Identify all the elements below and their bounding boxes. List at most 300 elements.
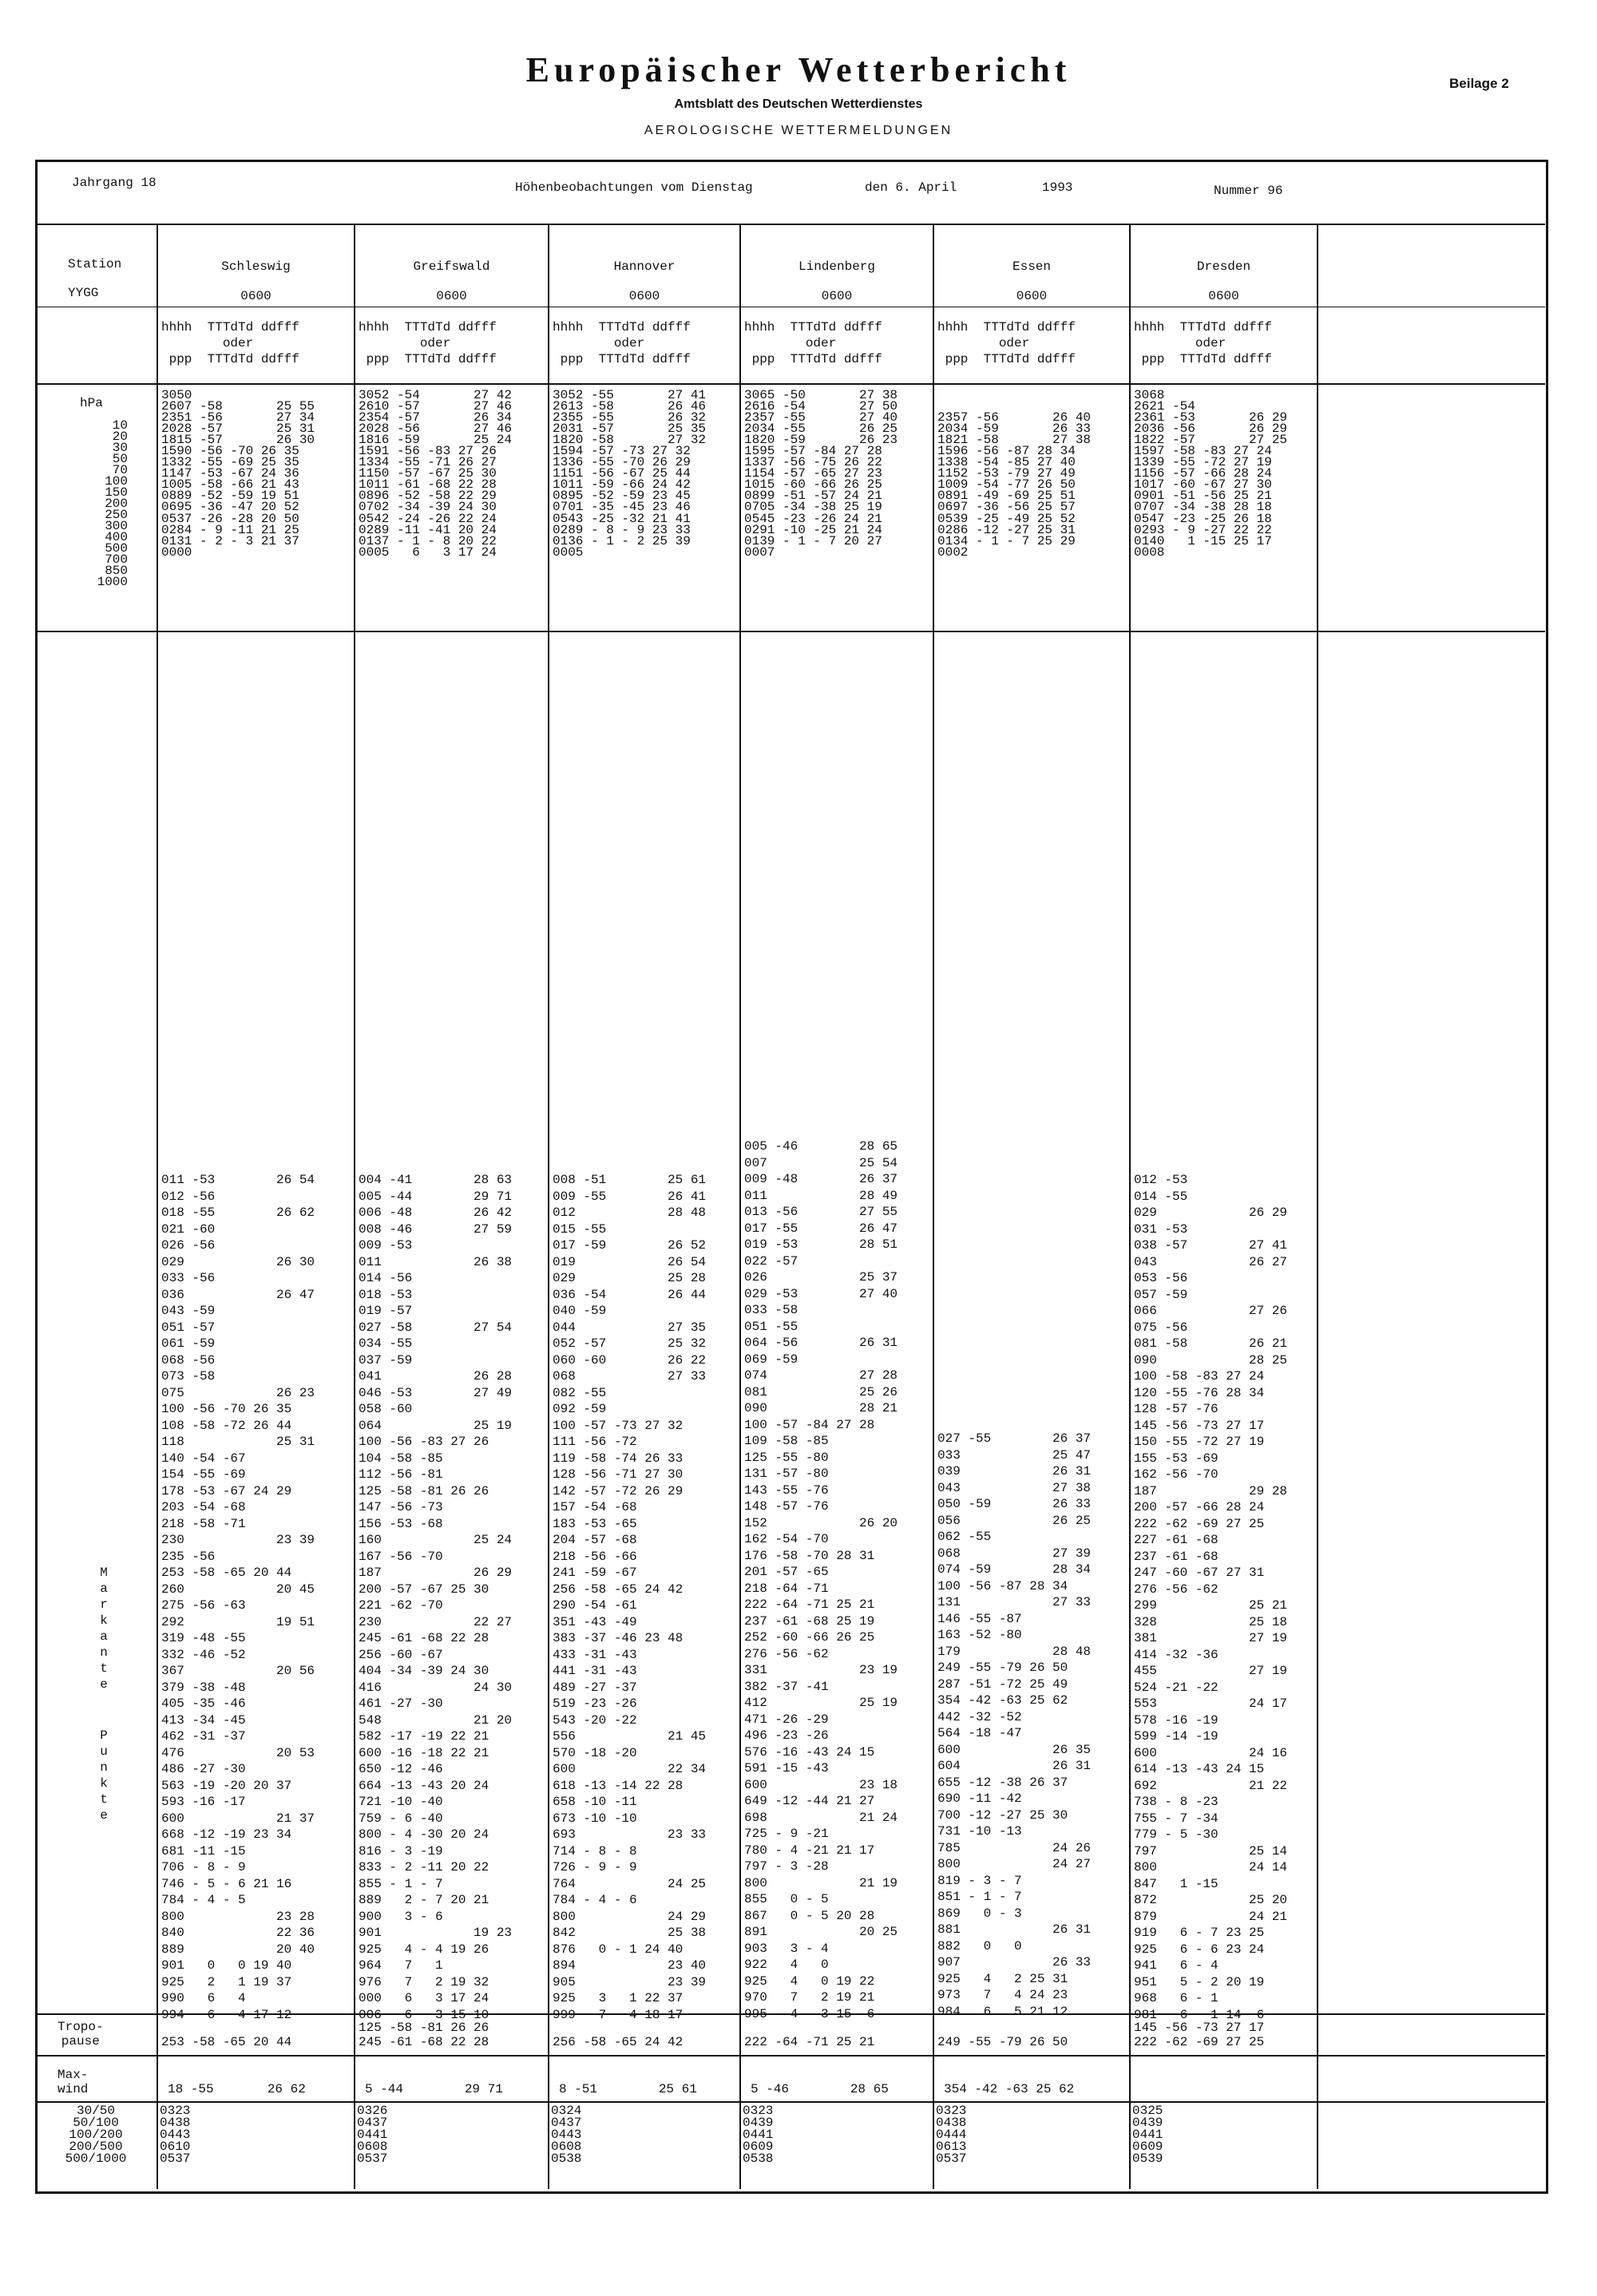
data-row (937, 390, 1091, 401)
data-row: 0613 (936, 2140, 967, 2154)
data-row: 041 26 28 (359, 1369, 513, 1384)
data-row: 108 -58 -72 26 44 (161, 1418, 292, 1433)
data-row: 867 0 - 5 20 28 (744, 1908, 875, 1923)
data-row: 006 6 3 15 10 (359, 2007, 489, 2022)
data-row: 382 -37 -41 (744, 1679, 829, 1694)
data-row: 081 -58 26 21 (1134, 1336, 1288, 1351)
data-row: 017 -59 26 52 (553, 1238, 707, 1253)
data-row: 104 -58 -85 (359, 1451, 443, 1466)
data-row: 0323 (936, 2104, 967, 2118)
data-row: 0443 (160, 2128, 191, 2142)
data-row: 725 - 9 -21 (744, 1827, 829, 1841)
data-row: 120 -55 -76 28 34 (1134, 1385, 1265, 1400)
data-row: 0537 -26 -28 20 50 (161, 511, 299, 526)
data-row: 057 -59 (1134, 1287, 1188, 1302)
data-row: 187 26 29 (359, 1566, 513, 1580)
data-row: 0323 (743, 2104, 774, 2118)
data-row: 2351 -56 27 34 (161, 410, 315, 426)
column-header (937, 319, 1076, 367)
data-row: 0537 (357, 2152, 388, 2166)
pressure-level: 250 (105, 508, 128, 522)
pressure-level: 200 (105, 497, 128, 511)
data-row: 0293 - 9 -27 22 22 (1134, 522, 1272, 537)
data-row: 784 - 4 - 6 (553, 1893, 637, 1907)
data-row: 668 -12 -19 23 34 (161, 1827, 292, 1842)
data-row: 404 -34 -39 24 30 (359, 1664, 489, 1678)
data-row: 999 7 4 18 17 (553, 2007, 684, 2022)
data-row: 925 6 - 6 23 24 (1134, 1942, 1265, 1957)
data-row: 981 6 1 14 6 (1134, 2007, 1265, 2022)
wind-shear-values (743, 2105, 773, 2165)
column-header-line: ppp TTTdTd ddfff (744, 352, 882, 366)
data-row: 0542 -24 -26 22 24 (359, 511, 497, 526)
data-row: 2616 -54 27 50 (744, 399, 898, 414)
data-row: 984 6 5 21 12 (937, 2004, 1068, 2019)
data-row: 553 24 17 (1134, 1696, 1288, 1711)
data-row: 026 25 37 (744, 1270, 898, 1285)
station-name: Hannover (613, 259, 676, 274)
data-row: 011 26 38 (359, 1254, 513, 1269)
data-row: 160 25 24 (359, 1533, 513, 1547)
data-row: 018 -53 (359, 1287, 413, 1302)
data-row: 0005 (553, 544, 584, 560)
data-row: 2621 -54 (1134, 399, 1195, 414)
col-divider (739, 225, 741, 2189)
data-row: 0705 -34 -38 25 19 (744, 500, 882, 515)
station-name: Lindenberg (798, 259, 875, 274)
column-header (161, 319, 299, 367)
data-row: 319 -48 -55 (161, 1631, 246, 1645)
label-line: Max- (57, 2068, 89, 2082)
data-row: 100 -57 -73 27 32 (553, 1418, 684, 1433)
data-row: 1590 -56 -70 26 35 (161, 444, 299, 459)
data-row: 779 - 5 -30 (1134, 1827, 1219, 1842)
data-row: 090 28 25 (1134, 1352, 1288, 1368)
data-row: 021 -60 (161, 1221, 216, 1237)
data-row: 012 28 48 (553, 1205, 707, 1220)
data-row: 905 23 39 (553, 1974, 707, 1989)
tropopause-values (937, 2021, 1068, 2049)
column-header-line: oder (1134, 336, 1226, 350)
data-row: 840 22 36 (161, 1926, 315, 1940)
data-row: 222 -62 -69 27 25 (1134, 2035, 1265, 2049)
data-row: 800 24 27 (937, 1857, 1092, 1871)
data-row: 237 -61 -68 25 19 (744, 1613, 875, 1629)
standard-levels (937, 378, 1091, 558)
label-line: pause (61, 2034, 100, 2049)
tropopause-values (1134, 2021, 1264, 2049)
data-row: 759 - 6 -40 (359, 1811, 443, 1826)
data-row: 128 -56 -71 27 30 (553, 1467, 684, 1482)
data-row: 2031 -57 25 35 (553, 422, 707, 437)
data-row: 664 -13 -43 20 24 (359, 1778, 489, 1793)
data-row: 256 -58 -65 24 42 (553, 2035, 684, 2049)
data-row: 1338 -54 -85 27 40 (937, 455, 1076, 470)
data-row: 178 -53 -67 24 29 (161, 1483, 292, 1498)
data-row: 851 - 1 - 7 (937, 1890, 1022, 1904)
data-row: 412 25 19 (744, 1696, 898, 1710)
data-row: 819 - 3 - 7 (937, 1873, 1022, 1888)
data-row: 951 5 - 2 20 19 (1134, 1974, 1265, 1989)
data-row: 000 6 3 17 24 (359, 1991, 489, 2005)
data-row: 1591 -56 -83 27 26 (359, 444, 497, 459)
data-row: 0286 -12 -27 25 31 (937, 522, 1076, 537)
data-row: 145 -56 -73 27 17 (1134, 1418, 1265, 1433)
data-row: 925 4 0 19 22 (744, 1973, 875, 1989)
data-row: 0007 (744, 544, 775, 560)
yygg-label: YYGG (68, 286, 99, 300)
data-row: 064 25 19 (359, 1418, 513, 1433)
data-row: 543 -20 -22 (553, 1712, 637, 1728)
data-row: 726 - 9 - 9 (553, 1860, 637, 1874)
data-row: 033 25 47 (937, 1447, 1092, 1463)
data-row: 0891 -49 -69 25 51 (937, 489, 1076, 504)
data-row: 462 -31 -37 (161, 1729, 246, 1744)
data-row: 416 24 30 (359, 1680, 513, 1695)
column-header-line: ppp TTTdTd ddfff (161, 352, 299, 366)
data-row: 075 26 23 (161, 1385, 315, 1400)
data-row: 901 19 23 (359, 1926, 513, 1940)
data-row: 011 -53 26 54 (161, 1173, 315, 1187)
data-row: 0325 (1132, 2104, 1163, 2118)
data-row: 433 -31 -43 (553, 1647, 637, 1662)
column-header-line: oder (359, 336, 451, 350)
data-row: 658 -10 -11 (553, 1795, 637, 1809)
data-row: 576 -16 -43 24 15 (744, 1744, 875, 1760)
data-row: 0702 -34 -39 24 30 (359, 500, 497, 515)
data-row: 869 0 - 3 (937, 1906, 1022, 1921)
data-row: 524 -21 -22 (1134, 1680, 1219, 1695)
data-row: 879 24 21 (1134, 1909, 1288, 1924)
data-row: 038 -57 27 41 (1134, 1238, 1288, 1253)
tropopause-values (161, 2021, 291, 2049)
data-row: 600 22 34 (553, 1762, 707, 1776)
data-row: 855 - 1 - 7 (359, 1876, 443, 1891)
data-row: 036 26 47 (161, 1287, 315, 1302)
data-row: 3052 -54 27 42 (359, 388, 513, 402)
data-row: 118 25 31 (161, 1435, 315, 1449)
data-row: 970 7 2 19 21 (744, 1990, 875, 2005)
data-row: 154 -55 -69 (161, 1467, 246, 1482)
data-row: 1820 -58 27 32 (553, 433, 707, 448)
standard-levels (161, 390, 315, 558)
data-row: 413 -34 -45 (161, 1712, 246, 1728)
pressure-level: 150 (105, 485, 128, 500)
data-row: 0137 - 1 - 8 20 22 (359, 533, 497, 548)
data-row: 990 6 4 (161, 1991, 246, 2005)
data-row: 570 -18 -20 (553, 1745, 637, 1760)
data-row: 109 -58 -85 (744, 1434, 829, 1448)
pressure-level: 70 (112, 463, 128, 477)
data-row: 1152 -53 -79 27 49 (937, 466, 1076, 481)
data-row: 881 26 31 (937, 1922, 1092, 1937)
data-row: 600 26 35 (937, 1742, 1092, 1757)
standard-levels (553, 390, 706, 558)
pressure-level: 500 (105, 541, 128, 556)
marker-letter: a (100, 1629, 108, 1644)
column-header-line: ppp TTTdTd ddfff (1134, 352, 1272, 366)
marker-letter: t (100, 1792, 108, 1807)
marker-letter: a (100, 1581, 108, 1596)
data-row: 027 -58 27 54 (359, 1320, 513, 1335)
data-row: 247 -60 -67 27 31 (1134, 1566, 1265, 1580)
data-row: 0438 (936, 2116, 967, 2130)
data-row: 007 25 54 (744, 1155, 898, 1170)
data-row: 0438 (160, 2116, 191, 2130)
data-row: 031 -53 (1134, 1221, 1188, 1237)
data-row: 650 -12 -46 (359, 1762, 443, 1776)
data-row: 600 23 18 (744, 1777, 898, 1792)
data-row: 0284 - 9 -11 21 25 (161, 522, 299, 537)
jahrgang: Jahrgang 18 (72, 176, 157, 190)
data-row: 698 21 24 (744, 1810, 898, 1825)
row-divider (35, 2055, 1545, 2057)
data-row: 800 24 14 (1134, 1860, 1288, 1874)
data-row: 461 -27 -30 (359, 1696, 443, 1711)
data-row: 176 -58 -70 28 31 (744, 1548, 875, 1563)
data-row: 731 -10 -13 (937, 1824, 1022, 1839)
data-row: 0139 - 1 - 7 20 27 (744, 533, 882, 548)
data-row: 012 -53 (1134, 1173, 1188, 1187)
data-row: 1337 -56 -75 26 22 (744, 455, 882, 470)
data-row: 222 -62 -69 27 25 (1134, 1516, 1265, 1531)
data-row: 017 -55 26 47 (744, 1221, 898, 1236)
data-row: 3065 -50 27 38 (744, 388, 898, 402)
data-row: 227 -61 -68 (1134, 1533, 1219, 1547)
maxwind-value: 5 -44 29 71 (365, 2082, 503, 2096)
datum: den 6. April (865, 180, 957, 195)
data-row: 1005 -58 -66 21 43 (161, 477, 299, 493)
data-row: 299 25 21 (1134, 1598, 1288, 1613)
marker-letter: k (100, 1613, 108, 1628)
maxwind-value: 354 -42 -63 25 62 (944, 2082, 1075, 2096)
maxwind-value: 5 -46 28 65 (751, 2082, 889, 2096)
standard-levels (744, 390, 898, 558)
column-header-line: ppp TTTdTd ddfff (359, 352, 497, 366)
data-row: 968 6 - 1 (1134, 1991, 1219, 2005)
tropopause-values (359, 2021, 489, 2049)
data-row: 785 24 26 (937, 1840, 1092, 1855)
data-row: 1150 -57 -67 25 30 (359, 466, 497, 481)
pressure-level: 100 (105, 474, 128, 489)
data-row: 600 24 16 (1134, 1745, 1288, 1760)
data-row: 0437 (357, 2116, 388, 2130)
data-row: 816 - 3 -19 (359, 1843, 443, 1859)
data-row: 2354 -57 26 34 (359, 410, 513, 426)
marker-letter: t (100, 1661, 108, 1676)
data-row: 040 -59 (553, 1304, 607, 1318)
data-row: 245 -61 -68 22 28 (359, 1631, 489, 1645)
data-row: 855 0 - 5 (744, 1892, 829, 1906)
data-row: 203 -54 -68 (161, 1500, 246, 1514)
data-row: 074 27 28 (744, 1368, 898, 1383)
data-row: 721 -10 -40 (359, 1795, 443, 1809)
data-row: 068 -56 (161, 1352, 216, 1368)
data-row: 614 -13 -43 24 15 (1134, 1762, 1265, 1776)
col-divider (1317, 225, 1318, 2189)
data-row: 2357 -55 27 40 (744, 410, 898, 426)
hpa-label: hPa (80, 396, 103, 410)
data-row: 148 -57 -76 (744, 1499, 829, 1514)
data-row: 405 -35 -46 (161, 1696, 246, 1711)
tropopause-values (744, 2021, 874, 2049)
column-header (359, 319, 497, 367)
data-row: 0889 -52 -59 19 51 (161, 489, 299, 504)
data-row: 3050 (161, 388, 192, 402)
punkte-label (96, 1728, 112, 1823)
data-row: 797 25 14 (1134, 1843, 1288, 1859)
data-row: 800 24 29 (553, 1909, 707, 1924)
data-row: 784 - 4 - 5 (161, 1893, 246, 1907)
data-row: 673 -10 -10 (553, 1811, 637, 1826)
data-row: 140 -54 -67 (161, 1451, 246, 1466)
station-time: 0600 (821, 289, 853, 303)
data-row: 027 -55 26 37 (937, 1431, 1092, 1446)
data-row: 0443 (551, 2128, 582, 2142)
page-subtitle: Amtsblatt des Deutschen Wetterdienstes (674, 97, 923, 111)
data-row: 167 -56 -70 (359, 1549, 443, 1564)
data-row: 0000 (161, 544, 192, 560)
data-row: 029 26 30 (161, 1254, 315, 1269)
station-time: 0600 (1208, 289, 1239, 303)
data-row: 383 -37 -46 23 48 (553, 1631, 684, 1645)
wind-shear-values (1132, 2105, 1163, 2165)
data-row: 2361 -53 26 29 (1134, 410, 1288, 426)
data-row: 876 0 - 1 24 40 (553, 1942, 684, 1957)
data-row: 092 -59 (553, 1402, 607, 1416)
station-time: 0600 (628, 289, 660, 303)
data-row: 061 -59 (161, 1336, 216, 1351)
row-divider (35, 2101, 1545, 2103)
data-row: 847 1 -15 (1134, 1876, 1219, 1891)
data-row: 275 -56 -63 (161, 1598, 246, 1613)
data-row: 200 -57 -66 28 24 (1134, 1500, 1265, 1514)
data-row: 797 - 3 -28 (744, 1859, 829, 1874)
significant-levels (744, 1138, 898, 2022)
data-row: 152 26 20 (744, 1515, 898, 1530)
data-row: 051 -57 (161, 1320, 216, 1335)
data-row: 919 6 - 7 23 25 (1134, 1926, 1265, 1940)
data-row: 292 19 51 (161, 1614, 315, 1629)
data-row: 131 -57 -80 (744, 1467, 829, 1481)
marker-letter: e (100, 1808, 108, 1823)
data-row: 1596 -56 -87 28 34 (937, 444, 1076, 459)
column-header-line: hhhh TTTdTd ddfff (937, 320, 1076, 335)
data-row: 331 23 19 (744, 1663, 898, 1677)
data-row: 005 -44 29 71 (359, 1189, 513, 1204)
data-row: 081 25 26 (744, 1384, 898, 1399)
data-row: 1154 -57 -65 27 23 (744, 466, 882, 481)
data-row: 0444 (936, 2128, 967, 2142)
data-row: 276 -56 -62 (744, 1646, 829, 1661)
data-row: 008 -46 27 59 (359, 1221, 513, 1237)
data-row: 150 -55 -72 27 19 (1134, 1435, 1265, 1449)
data-row: 155 -53 -69 (1134, 1451, 1219, 1466)
data-row: 1009 -54 -77 26 50 (937, 477, 1076, 493)
data-row: 471 -26 -29 (744, 1712, 829, 1727)
data-row: 256 -58 -65 24 42 (553, 1581, 684, 1597)
data-row: 0543 -25 -32 21 41 (553, 511, 691, 526)
data-row: 925 2 1 19 37 (161, 1974, 292, 1989)
data-row: 891 20 25 (744, 1925, 898, 1939)
maxwind-value: 8 -51 25 61 (559, 2082, 697, 2096)
data-row: 0441 (743, 2128, 774, 2142)
data-row: 1815 -57 26 30 (161, 433, 315, 448)
data-row: 600 21 37 (161, 1811, 315, 1826)
column-header-line: oder (553, 336, 645, 350)
data-row: 162 -54 -70 (744, 1532, 829, 1546)
wind-shear-values (160, 2105, 190, 2165)
data-row: 006 -48 26 42 (359, 1205, 513, 1220)
data-row: 221 -62 -70 (359, 1598, 443, 1613)
data-row (744, 2021, 874, 2035)
page-title: Europäischer Wetterbericht (525, 50, 1072, 89)
shear-label-item: 30/50 (76, 2104, 115, 2118)
data-row: 925 4 2 25 31 (937, 1971, 1068, 1986)
data-row (937, 378, 1091, 390)
column-header-line: hhhh TTTdTd ddfff (553, 320, 691, 335)
data-row: 183 -53 -65 (553, 1516, 637, 1531)
pressure-level: 1000 (97, 575, 128, 589)
marker-letter: r (100, 1597, 108, 1612)
data-row: 034 -55 (359, 1336, 413, 1351)
data-row: 1822 -57 27 25 (1134, 433, 1288, 448)
beilage-label: Beilage 2 (1449, 76, 1509, 91)
column-header-line: ppp TTTdTd ddfff (553, 352, 691, 366)
data-row: 253 -58 -65 20 44 (161, 2035, 292, 2049)
data-row: 0895 -52 -59 23 45 (553, 489, 691, 504)
data-row: 591 -15 -43 (744, 1761, 829, 1775)
shear-label-item: 50/100 (73, 2116, 119, 2130)
data-row: 2357 -56 26 40 (937, 410, 1092, 426)
data-row: 2607 -58 25 55 (161, 399, 315, 414)
wind-shear-values (551, 2105, 581, 2165)
data-row: 548 21 20 (359, 1712, 513, 1728)
data-row (553, 2021, 683, 2035)
pressure-level: 30 (112, 441, 128, 455)
data-row: 100 -57 -84 27 28 (744, 1417, 875, 1432)
data-row: 367 20 56 (161, 1664, 315, 1678)
data-row: 889 20 40 (161, 1942, 315, 1957)
data-row: 922 4 0 (744, 1958, 829, 1972)
data-row: 0140 1 -15 25 17 (1134, 533, 1272, 548)
data-row: 128 -57 -76 (1134, 1402, 1219, 1416)
column-header-line: hhhh TTTdTd ddfff (744, 320, 882, 335)
data-row: 0005 6 3 17 24 (359, 544, 497, 560)
data-row: 074 -59 28 34 (937, 1562, 1092, 1577)
label-line: wind (57, 2082, 89, 2096)
tropopause-values (553, 2021, 683, 2049)
data-row: 069 -59 (744, 1352, 798, 1367)
data-row: 252 -60 -66 26 25 (744, 1630, 875, 1645)
data-row: 0609 (743, 2140, 774, 2154)
data-row: 941 6 - 4 (1134, 1958, 1219, 1973)
data-row: 0538 (551, 2152, 582, 2166)
data-row: 1151 -56 -67 25 44 (553, 466, 691, 481)
data-row: 163 -52 -80 (937, 1628, 1022, 1642)
marker-letter: M (100, 1566, 108, 1580)
data-row: 0899 -51 -57 24 21 (744, 489, 882, 504)
column-header-line: ppp TTTdTd ddfff (937, 352, 1076, 366)
data-row: 119 -58 -74 26 33 (553, 1451, 684, 1466)
data-row: 1334 -55 -71 26 27 (359, 455, 497, 470)
data-row: 043 27 38 (937, 1480, 1092, 1495)
data-row: 014 -55 (1134, 1189, 1188, 1204)
data-row: 655 -12 -38 26 37 (937, 1775, 1068, 1790)
data-row: 039 26 31 (937, 1464, 1092, 1479)
data-row: 700 -12 -27 25 30 (937, 1807, 1068, 1823)
data-row: 200 -57 -67 25 30 (359, 1581, 489, 1597)
